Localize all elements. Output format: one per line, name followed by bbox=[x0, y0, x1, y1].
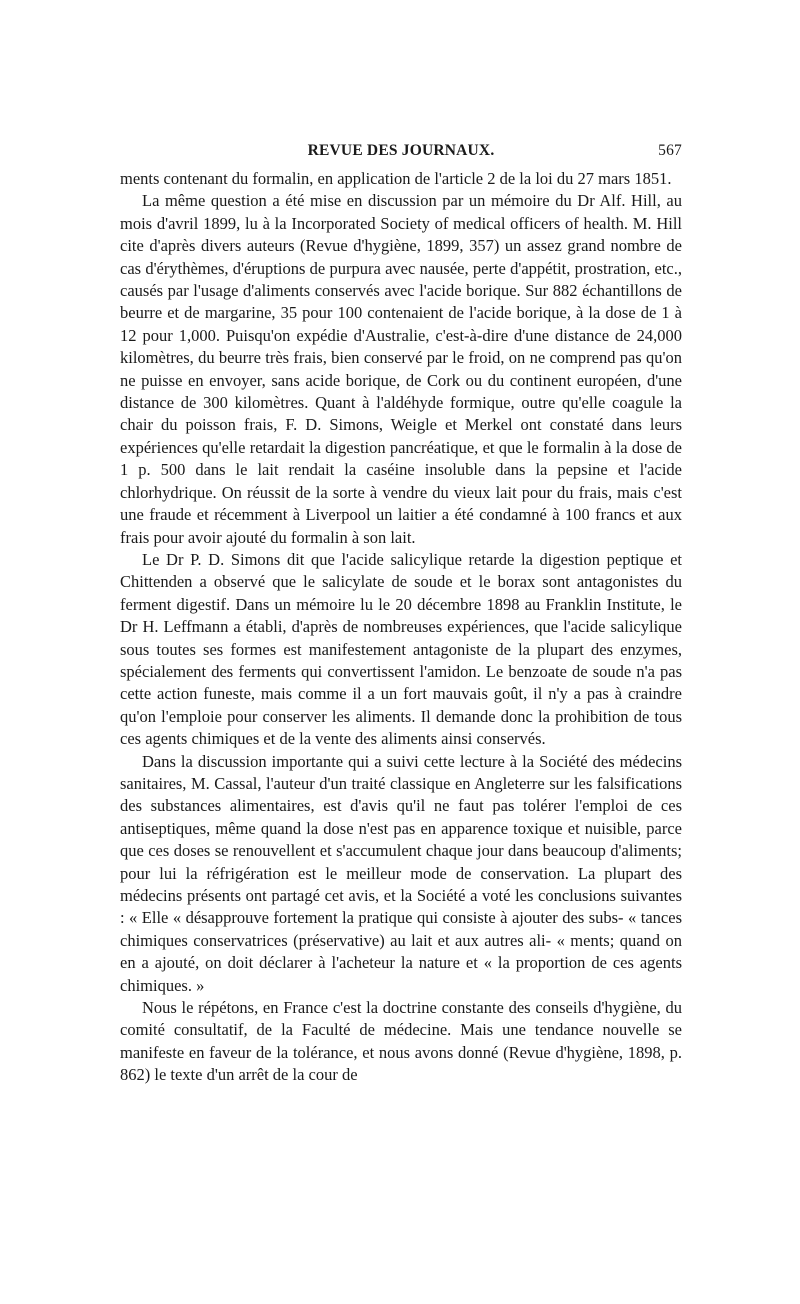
article-body bbox=[120, 168, 682, 1087]
paragraph-2: La même question a été mise en discussion par un mémoire du Dr Alf. Hill, au mois d'avril 1899, lu à la Incorporated Society of medical officers of health. M. Hill cite d'après divers auteurs (Revue d'hygiène, 1899, 357) un assez grand nombre de cas d'érythèmes, d'éruptions de purpura avec nausée, perte d'appétit, prostration, etc., causés par l'usage d'aliments conservés avec l'acide borique. Sur 882 échantillons de beurre et de margarine, 35 pour 100 contenaient de l'acide borique, à la dose de 1 à 12 pour 1,000. Puisqu'on expédie d'Australie, c'est-à-dire d'une distance de 24,000 kilomètres, du beurre très frais, bien conservé par le froid, on ne comprend pas qu'on ne puisse en envoyer, sans acide borique, de Cork ou du continent européen, d'une distance de 300 kilomètres. Quant à l'aldéhyde formique, outre qu'elle coagule la chair du poisson frais, F. D. Simons, Weigle et Merkel ont constaté dans leurs expériences qu'elle retardait la digestion pancréatique, et que le formalin à la dose de 1 p. 500 dans le lait rendait la caséine insoluble dans la pepsine et l'acide chlorhydrique. On réussit de la sorte à vendre du vieux lait pour du frais, mais c'est une fraude et récemment à Liverpool un laitier a été condamné à 100 francs et aux frais pour avoir ajouté du formalin à son lait. bbox=[120, 191, 682, 547]
paragraph-1: ments contenant du formalin, en application de l'article 2 de la loi du 27 mars 1851. bbox=[120, 169, 672, 188]
paragraph-5: Nous le répétons, en France c'est la doctrine constante des conseils d'hygiène, du comité consultatif, de la Faculté de médecine. Mais une tendance nouvelle se manifeste en faveur de la tolérance, et nous avons donné (Revue d'hygiène, 1898, p. 862) le texte d'un arrêt de la cour de bbox=[120, 998, 682, 1085]
page bbox=[120, 142, 682, 1087]
paragraph-3: Le Dr P. D. Simons dit que l'acide salicylique retarde la digestion peptique et Chittenden a observé que le salicylate de soude et le borax sont antagonistes du ferment digestif. Dans un mémoire lu le 20 décembre 1898 au Franklin Institute, le Dr H. Leffmann a établi, d'après de nombreuses expériences, que l'acide salicylique sous toutes ses formes est manifestement antagoniste de la plupart des enzymes, spécialement des ferments qui convertissent l'amidon. Le benzoate de soude n'a pas cette action funeste, mais comme il a un fort mauvais goût, il n'y a pas à craindre qu'on l'emploie pour conserver les aliments. Il demande donc la prohibition de tous ces agents chimiques et de la vente des aliments ainsi conservés. bbox=[120, 549, 682, 749]
page-number: 567 bbox=[658, 142, 682, 159]
paragraph-4: Dans la discussion importante qui a suivi cette lecture à la Société des médecins sanitaires, M. Cassal, l'auteur d'un traité classique en Angleterre sur les falsifications des substances alimentaires, est d'avis qu'il ne faut pas tolérer l'emploi de ces antiseptiques, même quand la dose n'est pas en apparence toxique et nuisible, parce que ces doses se renouvellent et s'accumulent chaque jour dans beaucoup d'aliments; pour lui la réfrigération est le meilleur mode de conservation. La plupart des médecins présents ont partagé cet avis, et la Société a voté les conclusions suivantes : « Elle « désapprouve fortement la pratique qui consiste à ajouter des subs- « tances chimiques conservatrices (préservative) au lait et aux autres ali- « ments; quand on en a ajouté, on doit déclarer à l'acheteur la nature et « la proportion de ces agents chimiques. » bbox=[120, 751, 682, 995]
journal-section-title: REVUE DES JOURNAUX. bbox=[307, 142, 495, 159]
running-header bbox=[120, 142, 682, 168]
